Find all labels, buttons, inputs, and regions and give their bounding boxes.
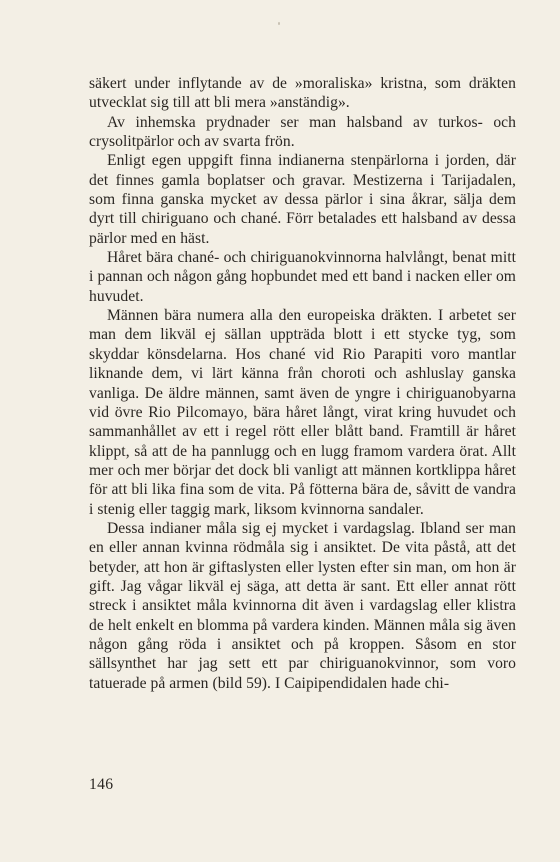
paragraph-body-paint: Dessa indianer måla sig ej mycket i vardagslag. Ibland ser man en eller annan kvinna rödmåla sig i ansiktet. De vita påstå, att det betyder, att hon är giftaslysten eller lysten efter sin man, om hon är gift. Jag vågar likväl ej säga, att detta är sant. Ett eller annat rött streck i ansiktet måla kvinnorna dit även i vardagslag eller klistra de helt enkelt en blomma på vardera kinden. Männen måla sig även någon gång röda i ansiktet och på kroppen. Såsom en stor sällsynthet har jag sett ett par chiriguanokvinnor, som voro tatuerade på armen (bild 59). I Caipipendidalen hade chi- [89,519,516,692]
body-text [89,74,516,693]
paragraph-women-hair: Håret bära chané- och chiriguanokvinnorna halvlångt, benat mitt i pannan och någon gång hopbundet med ett band i nacken eller om huvudet. [89,249,516,305]
paragraph-stone-beads: Enligt egen uppgift finna indianerna stenpärlorna i jorden, där det finnes gamla boplatser och gravar. Mestizerna i Tarijadalen, som finna ganska mycket av dessa pärlor i sina åkrar, sälja dem dyrt till chiriguano och chané. Förr betalades ett halsband av dessa pärlor med en häst. [89,152,516,247]
paragraph-ornaments: Av inhemska prydnader ser man halsband av turkos- och crysolitpärlor och av svarta frön. [89,113,516,151]
page-number: 146 [89,776,114,793]
print-speck [278,22,280,25]
paragraph-men-dress: Männen bära numera alla den europeiska dräkten. I arbetet ser man dem likväl ej sällan uppträda blott i ett stycke tyg, som skyddar könsdelarna. Hos chané vid Rio Parapiti voro mantlar liknande dem, vi lärt känna från choroti och ashluslay ganska vanliga. De äldre männen, samt även de yngre i chiriguanobyarna vid övre Rio Pilcomayo, bära håret långt, virat kring huvudet och sammanhållet av ett i regel rött eller blått band. Framtill är håret klippt, så att de ha pannlugg och en lugg framom vardera örat. Allt mer och mer börjar det dock bli vanligt att männen kortklippa håret för att bli lika fina som de vita. På fötterna bära de, såvitt de vandra i stenig eller taggig mark, liksom kvinnorna sandaler. [89,307,516,518]
paragraph-continuation: säkert under inflytande av de »moraliska» kristna, som dräkten utvecklat sig till att bli mera »anständig». [89,75,516,112]
